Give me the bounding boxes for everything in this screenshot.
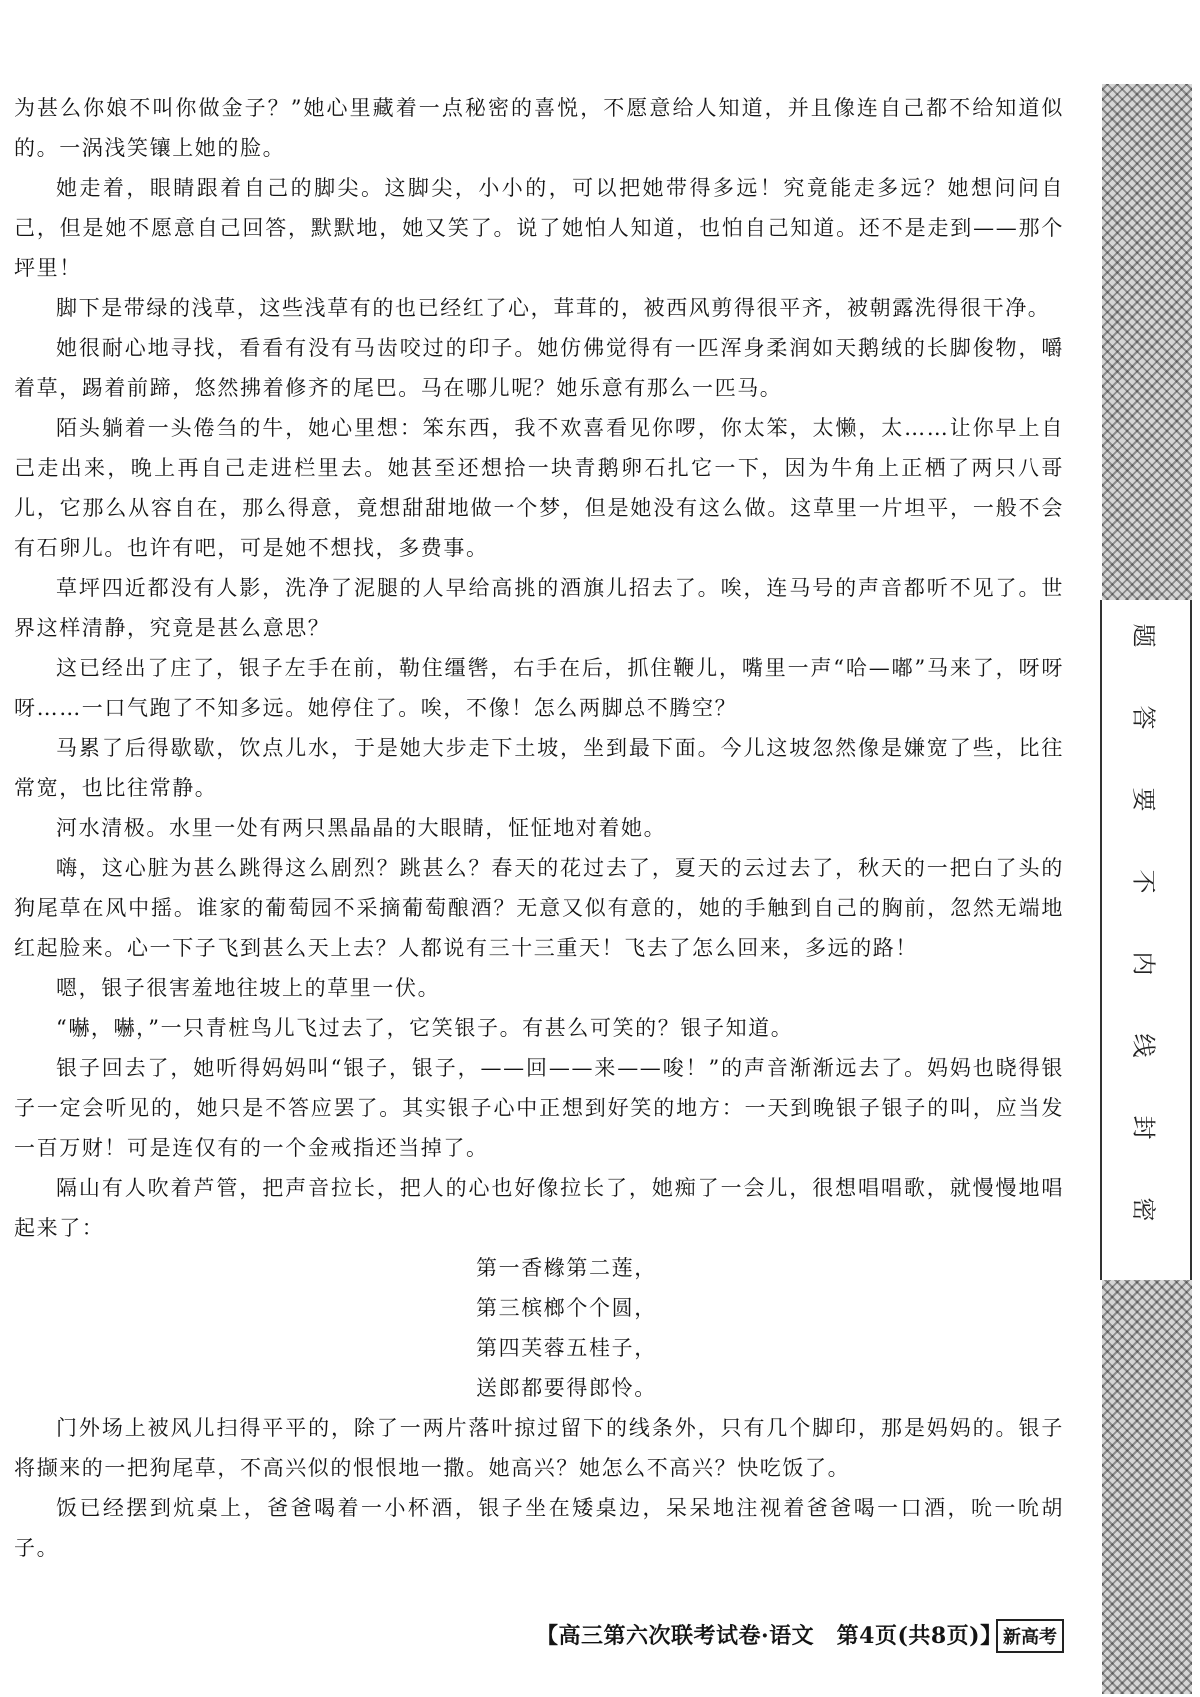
- paragraph: 饭已经摆到炕桌上，爸爸喝着一小杯酒，银子坐在矮桌边，呆呆地注视着爸爸喝一口酒，吮一吮胡子。: [14, 1496, 1064, 1560]
- poem-line: 送郎都要得郎怜。: [476, 1376, 657, 1400]
- paragraph: 隔山有人吹着芦管，把声音拉长，把人的心也好像拉长了，她痴了一会儿，很想唱唱歌，就慢慢地唱起来了：: [14, 1176, 1064, 1240]
- paragraph: 为甚么你娘不叫你做金子？”她心里藏着一点秘密的喜悦，不愿意给人知道，并且像连自己都不给知道似的。一涡浅笑镶上她的脸。: [14, 96, 1064, 160]
- poem-line: 第一香橼第二莲，: [476, 1256, 657, 1280]
- seal-char: 线: [1129, 1033, 1158, 1058]
- paragraph: 马累了后得歇歇，饮点儿水，于是她大步走下土坡，坐到最下面。今儿这坡忽然像是嫌宽了些，比往常宽，也比往常静。: [14, 736, 1064, 800]
- paragraph: 草坪四近都没有人影，洗净了泥腿的人早给高挑的酒旗儿招去了。唉，连马号的声音都听不见了。世界这样清静，究竟是甚么意思？: [14, 576, 1064, 640]
- footer-title: 【高三第六次联考试卷·语文 第4页(共8页)】: [536, 1623, 1003, 1649]
- paragraph: 嗨，这心脏为甚么跳得这么剧烈？跳甚么？春天的花过去了，夏天的云过去了，秋天的一把白了头的狗尾草在风中摇。谁家的葡萄园不采摘葡萄酿酒？无意又似有意的，她的手触到自己的胸前，忽然无端地红起脸来。心一下子飞到甚么天上去？人都说有三十三重天！飞去了怎么回来，多远的路！: [14, 856, 1064, 960]
- seal-char: 要: [1129, 787, 1158, 812]
- text-body: [14, 88, 1064, 1568]
- paragraph: 她走着，眼睛跟着自己的脚尖。这脚尖，小小的，可以把她带得多远！究竟能走多远？她想问问自己，但是她不愿意自己回答，默默地，她又笑了。说了她怕人知道，也怕自己知道。还不是走到——那个坪里！: [14, 176, 1064, 280]
- seal-char: 答: [1129, 705, 1158, 730]
- seal-char: 题: [1129, 623, 1158, 648]
- seal-char: 封: [1129, 1115, 1158, 1140]
- seal-line-box: [1100, 600, 1192, 1280]
- paragraph: 门外场上被风儿扫得平平的，除了一两片落叶掠过留下的线条外，只有几个脚印，那是妈妈的。银子将撷来的一把狗尾草，不高兴似的恨恨地一撒。她高兴？她怎么不高兴？快吃饭了。: [14, 1416, 1064, 1480]
- seal-char: 内: [1129, 951, 1158, 976]
- poem-line: 第四芙蓉五桂子，: [476, 1336, 657, 1360]
- poem-line: 第三槟榔个个圆，: [476, 1296, 657, 1320]
- paragraph: 嗯，银子很害羞地往坡上的草里一伏。: [56, 976, 441, 1000]
- paragraph: “嚇，嚇，”一只青桩鸟儿飞过去了，它笑银子。有甚么可笑的？银子知道。: [56, 1016, 794, 1040]
- exam-type-badge: 新高考: [996, 1619, 1064, 1653]
- paragraph: 银子回去了，她听得妈妈叫“银子，银子，——回——来——唆！”的声音渐渐远去了。妈妈也晓得银子一定会听见的，她只是不答应罢了。其实银子心中正想到好笑的地方：一天到晚银子银子的叫，应当发一百万财！可是连仅有的一个金戒指还当掉了。: [14, 1056, 1064, 1160]
- seal-char: 不: [1129, 869, 1158, 894]
- paragraph: 河水清极。水里一处有两只黑晶晶的大眼睛，怔怔地对着她。: [56, 816, 667, 840]
- paragraph: 她很耐心地寻找，看看有没有马齿咬过的印子。她仿佛觉得有一匹浑身柔润如天鹅绒的长脚俊物，嚼着草，踢着前蹄，悠然拂着修齐的尾巴。马在哪儿呢？她乐意有那么一匹马。: [14, 336, 1064, 400]
- paragraph: 这已经出了庄了，银子左手在前，勒住缰辔，右手在后，抓住鞭儿，嘴里一声“哈—嘟”马来了，呀呀呀……一口气跑了不知多远。她停住了。唉，不像！怎么两脚总不腾空？: [14, 656, 1064, 720]
- page-footer: [0, 1619, 1200, 1659]
- paragraph: 陌头躺着一头倦刍的牛，她心里想：笨东西，我不欢喜看见你啰，你太笨，太懒，太……让你早上自己走出来，晚上再自己走进栏里去。她甚至还想拾一块青鹅卵石扎它一下，因为牛角上正栖了两只八哥儿，它那么从容自在，那么得意，竟想甜甜地做一个梦，但是她没有这么做。这草里一片坦平，一般不会有石卵儿。也许有吧，可是她不想找，多费事。: [14, 416, 1064, 560]
- poem: [14, 1248, 1064, 1408]
- seal-char: 密: [1129, 1197, 1158, 1222]
- paragraph: 脚下是带绿的浅草，这些浅草有的也已经红了心，茸茸的，被西风剪得很平齐，被朝露洗得很干净。: [56, 296, 1051, 320]
